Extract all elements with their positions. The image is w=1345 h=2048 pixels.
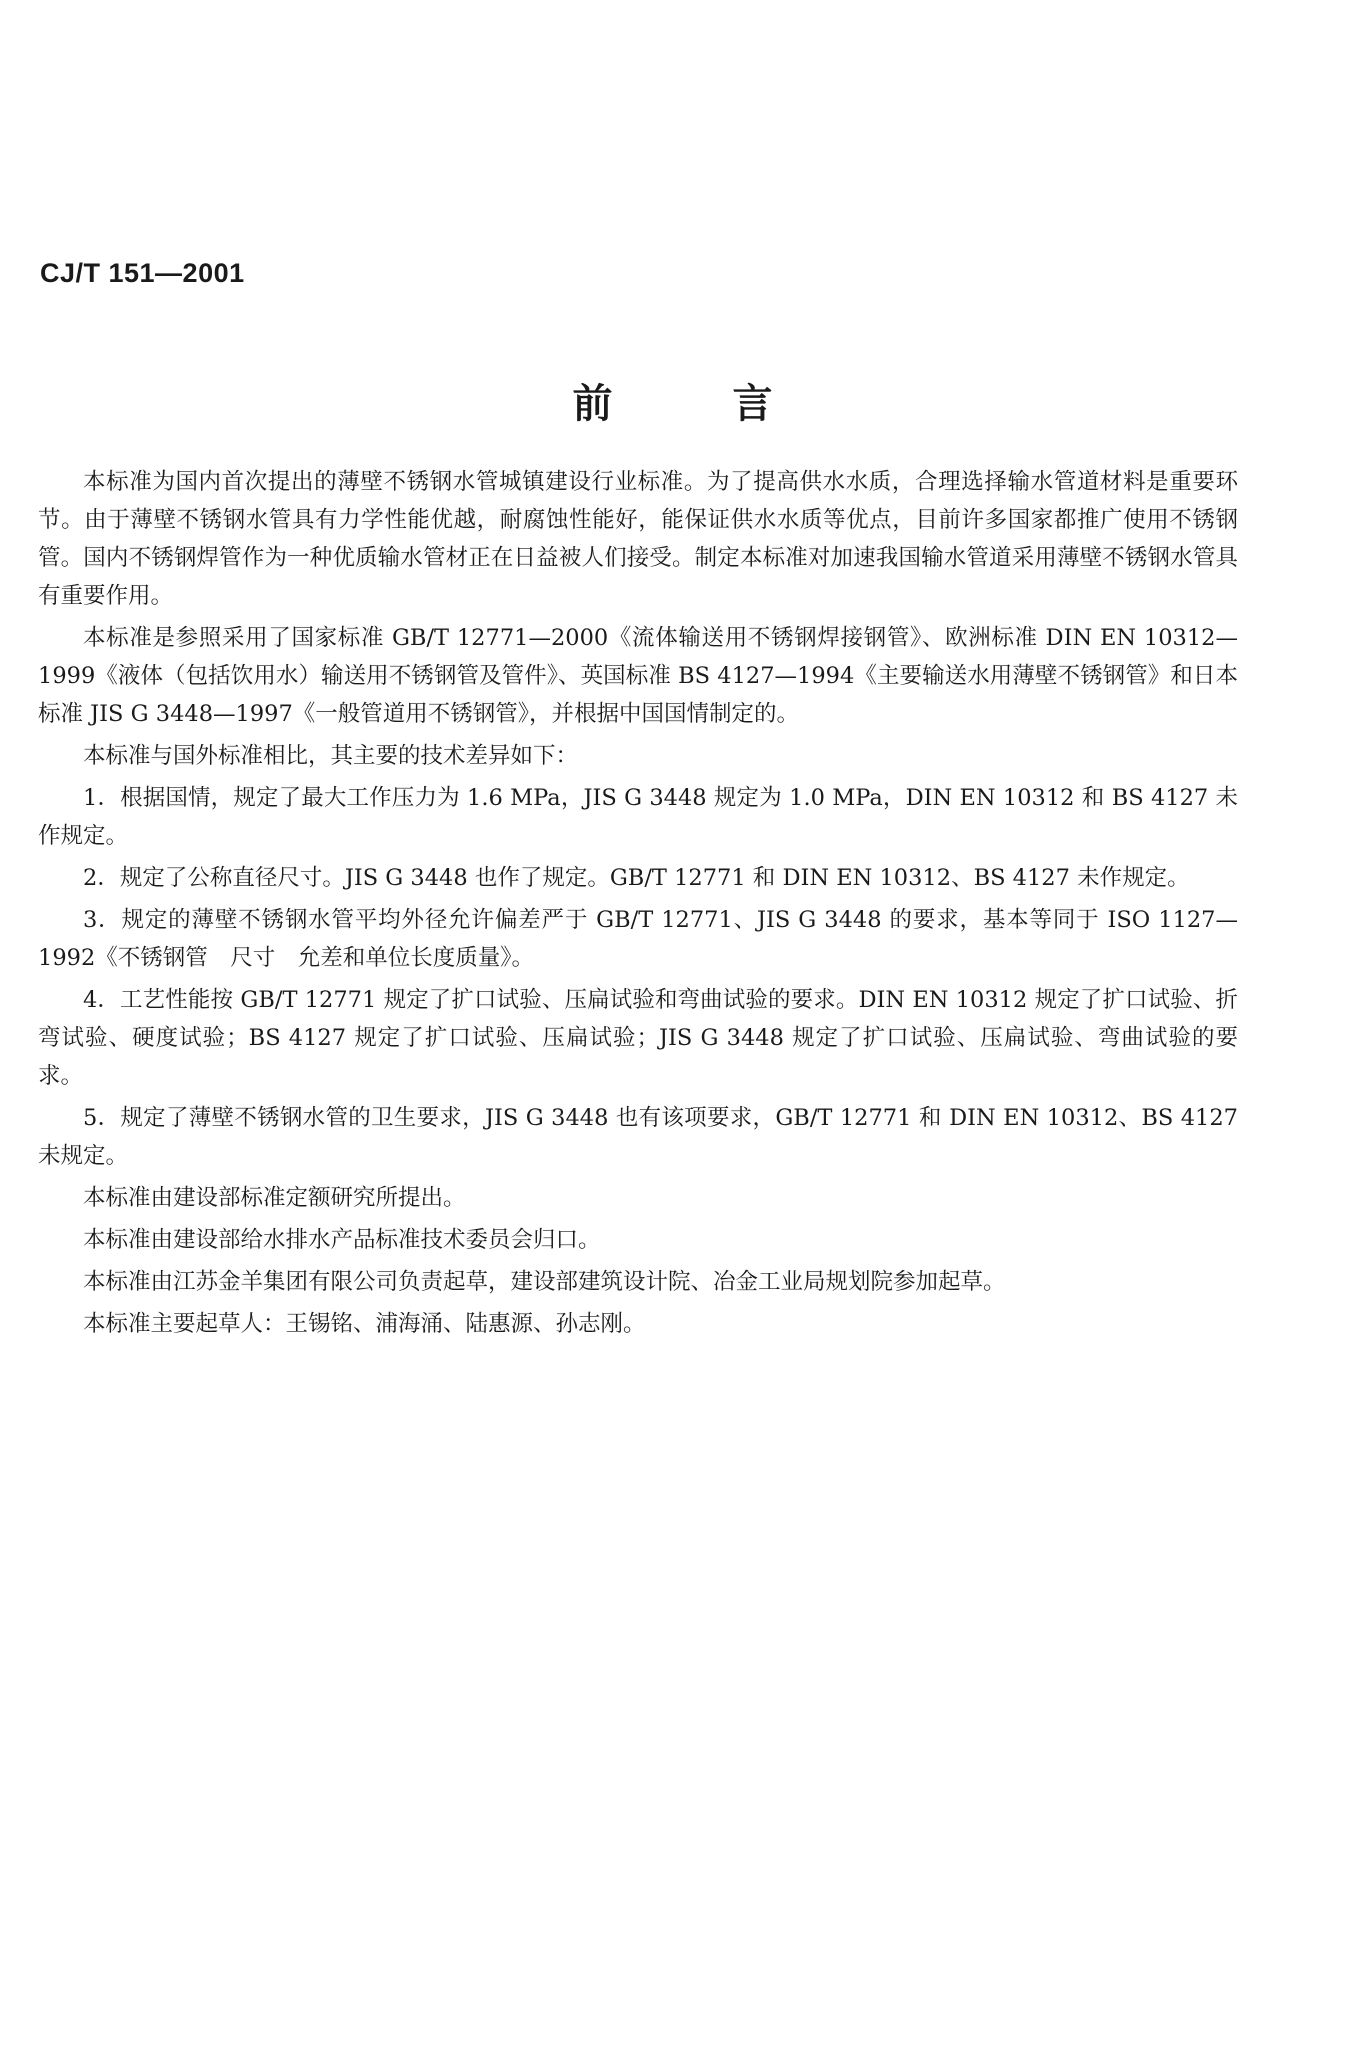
list-item-2: 2．规定了公称直径尺寸。JIS G 3448 也作了规定。GB/T 12771 和 DIN EN 10312、BS 4127 未作规定。	[83, 865, 1190, 891]
paragraph-drafters: 本标准主要起草人：王锡铭、浦海涌、陆惠源、孙志刚。	[83, 1311, 646, 1337]
list-item-3: 3．规定的薄壁不锈钢水管平均外径允许偏差严于 GB/T 12771、JIS G 3448 的要求，基本等同于 ISO 1127—1992《不锈钢管 尺寸 允差和单位长度质量》。	[38, 907, 1238, 971]
paragraph-committee: 本标准由建设部给水排水产品标准技术委员会归口。	[83, 1227, 601, 1253]
paragraph-differences-intro: 本标准与国外标准相比，其主要的技术差异如下：	[83, 743, 579, 769]
paragraph-references: 本标准是参照采用了国家标准 GB/T 12771—2000《流体输送用不锈钢焊接钢管》、欧洲标准 DIN EN 10312—1999《液体（包括饮用水）输送用不锈钢管及管件》、英国标准 BS 4127—1994《主要输送水用薄壁不锈钢管》和日本标准 JIS G 3448—1997《一般管道用不锈钢管》，并根据中国国情制定的。	[38, 625, 1238, 727]
page-title: 前言	[572, 380, 893, 427]
foreword-body	[38, 463, 1238, 1343]
list-item-5: 5．规定了薄壁不锈钢水管的卫生要求，JIS G 3448 也有该项要求，GB/T 12771 和 DIN EN 10312、BS 4127 未规定。	[38, 1105, 1238, 1169]
paragraph-drafters-org: 本标准由江苏金羊集团有限公司负责起草，建设部建筑设计院、冶金工业局规划院参加起草。	[83, 1269, 1006, 1295]
paragraph-intro: 本标准为国内首次提出的薄壁不锈钢水管城镇建设行业标准。为了提高供水水质，合理选择输水管道材料是重要环节。由于薄壁不锈钢水管具有力学性能优越，耐腐蚀性能好，能保证供水水质等优点，目前许多国家都推广使用不锈钢管。国内不锈钢焊管作为一种优质输水管材正在日益被人们接受。制定本标准对加速我国输水管道采用薄壁不锈钢水管具有重要作用。	[38, 469, 1238, 609]
document-code: CJ/T 151—2001	[40, 258, 245, 288]
list-item-4: 4．工艺性能按 GB/T 12771 规定了扩口试验、压扁试验和弯曲试验的要求。DIN EN 10312 规定了扩口试验、折弯试验、硬度试验；BS 4127 规定了扩口试验、压扁试验；JIS G 3448 规定了扩口试验、压扁试验、弯曲试验的要求。	[38, 987, 1238, 1089]
paragraph-proposer: 本标准由建设部标准定额研究所提出。	[83, 1185, 466, 1211]
list-item-1: 1．根据国情，规定了最大工作压力为 1.6 MPa，JIS G 3448 规定为 1.0 MPa，DIN EN 10312 和 BS 4127 未作规定。	[38, 785, 1238, 849]
